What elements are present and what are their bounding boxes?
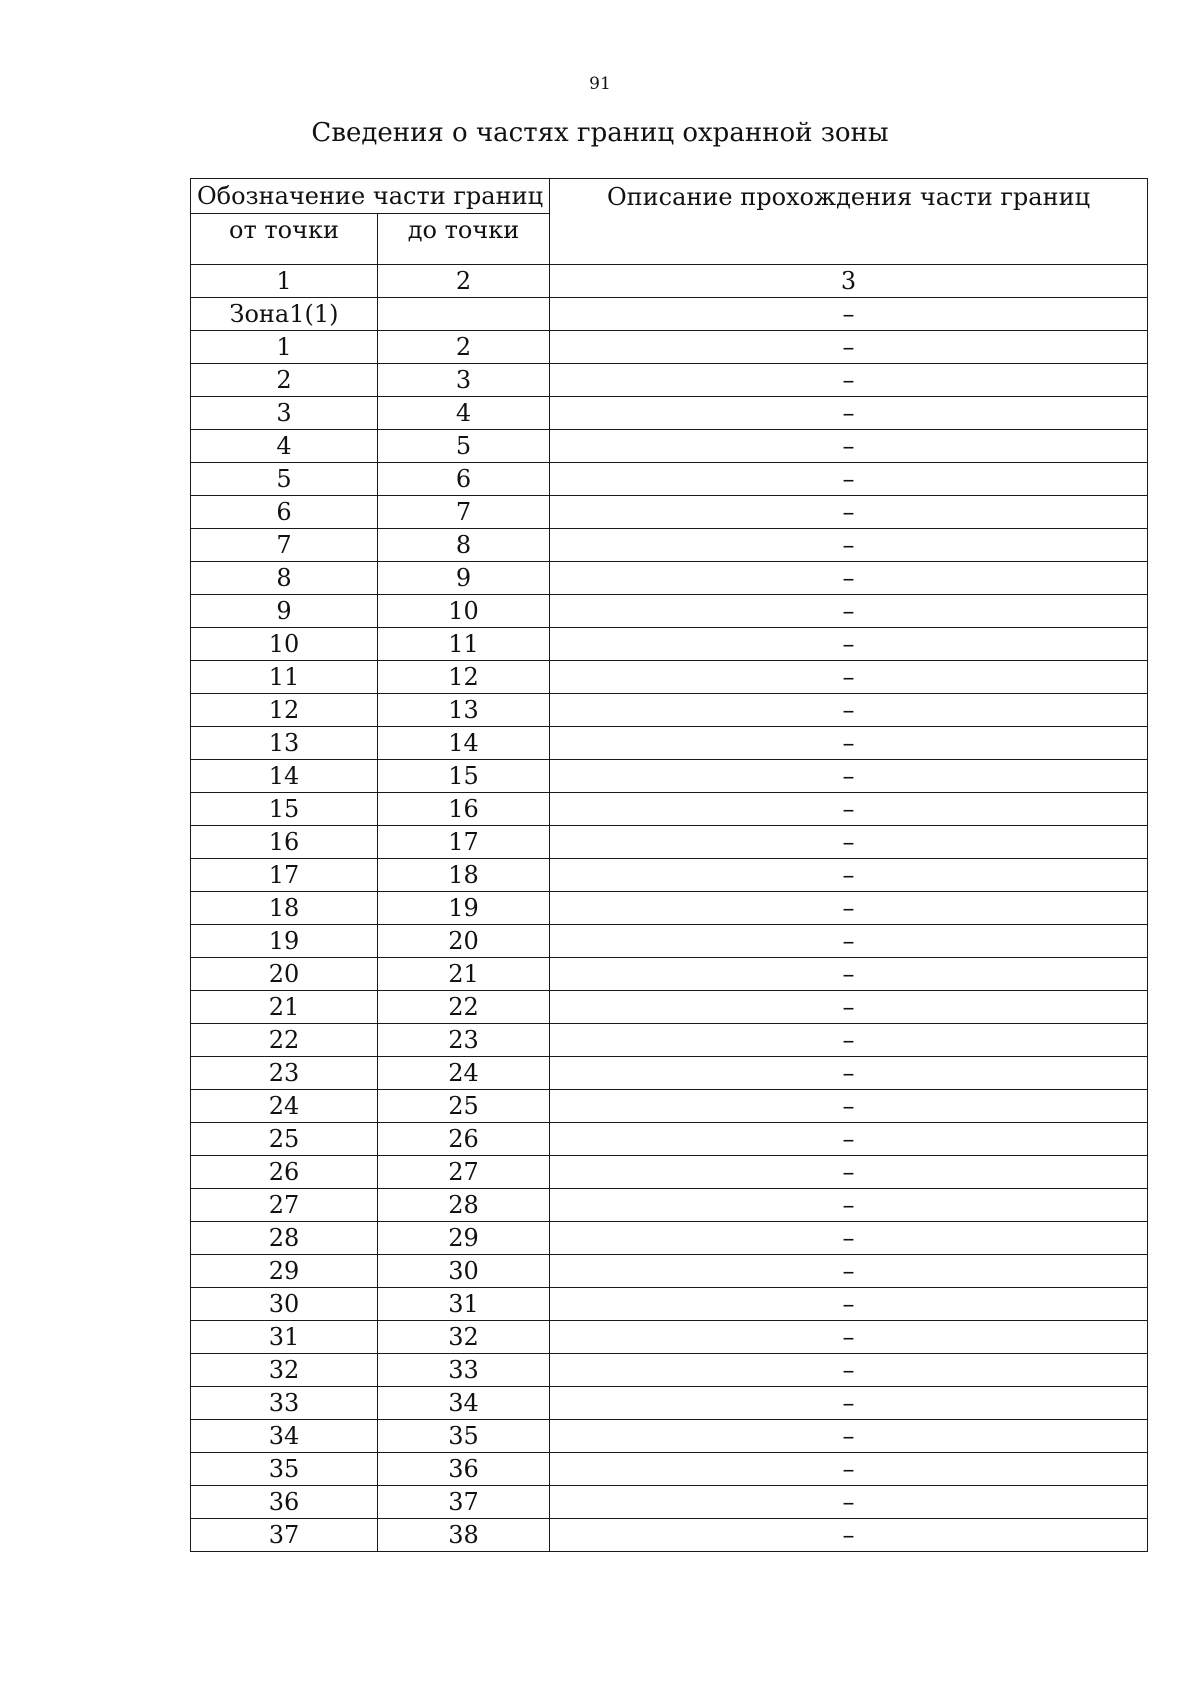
cell-from: 28 bbox=[191, 1222, 378, 1255]
cell-description: – bbox=[550, 1255, 1148, 1288]
cell-to: 30 bbox=[378, 1255, 550, 1288]
cell-from: 30 bbox=[191, 1288, 378, 1321]
cell-to: 22 bbox=[378, 991, 550, 1024]
cell-from: 21 bbox=[191, 991, 378, 1024]
cell-from: 23 bbox=[191, 1057, 378, 1090]
cell-from: Зона1(1) bbox=[191, 298, 378, 331]
header-to-cell: до точки bbox=[378, 214, 550, 265]
cell-description: – bbox=[550, 628, 1148, 661]
cell-to: 26 bbox=[378, 1123, 550, 1156]
cell-description: – bbox=[550, 1024, 1148, 1057]
header-description-cell: Описание прохождения части границ bbox=[550, 179, 1148, 265]
cell-to: 27 bbox=[378, 1156, 550, 1189]
table-row bbox=[191, 1387, 1148, 1420]
table-row bbox=[191, 661, 1148, 694]
table-row bbox=[191, 1486, 1148, 1519]
cell-to: 37 bbox=[378, 1486, 550, 1519]
table-row bbox=[191, 925, 1148, 958]
cell-description: – bbox=[550, 1486, 1148, 1519]
cell-to: 3 bbox=[378, 364, 550, 397]
header-group-cell: Обозначение части границ bbox=[191, 179, 550, 214]
cell-description: – bbox=[550, 529, 1148, 562]
table-row bbox=[191, 1057, 1148, 1090]
cell-to: 15 bbox=[378, 760, 550, 793]
table-row bbox=[191, 760, 1148, 793]
cell-description: – bbox=[550, 397, 1148, 430]
header-from-cell: от точки bbox=[191, 214, 378, 265]
cell-description: – bbox=[550, 1057, 1148, 1090]
cell-from: 35 bbox=[191, 1453, 378, 1486]
cell-description: – bbox=[550, 892, 1148, 925]
table-row bbox=[191, 298, 1148, 331]
cell-to: 16 bbox=[378, 793, 550, 826]
table-row bbox=[191, 397, 1148, 430]
cell-from: 31 bbox=[191, 1321, 378, 1354]
cell-from: 2 bbox=[191, 364, 378, 397]
cell-from: 1 bbox=[191, 331, 378, 364]
cell-to: 7 bbox=[378, 496, 550, 529]
cell-to: 9 bbox=[378, 562, 550, 595]
cell-from: 18 bbox=[191, 892, 378, 925]
boundary-parts-table bbox=[190, 178, 1148, 1552]
cell-to: 24 bbox=[378, 1057, 550, 1090]
table-row bbox=[191, 793, 1148, 826]
table-row bbox=[191, 265, 1148, 298]
cell-description: – bbox=[550, 1453, 1148, 1486]
table-row bbox=[191, 1519, 1148, 1552]
table-header-row bbox=[191, 179, 1148, 214]
table-row bbox=[191, 595, 1148, 628]
cell-from: 34 bbox=[191, 1420, 378, 1453]
cell-from: 7 bbox=[191, 529, 378, 562]
cell-description: – bbox=[550, 991, 1148, 1024]
cell-description: – bbox=[550, 859, 1148, 892]
cell-description: – bbox=[550, 661, 1148, 694]
cell-from: 27 bbox=[191, 1189, 378, 1222]
cell-from: 10 bbox=[191, 628, 378, 661]
cell-from: 11 bbox=[191, 661, 378, 694]
cell-description: – bbox=[550, 364, 1148, 397]
cell-description: – bbox=[550, 1519, 1148, 1552]
cell-description: – bbox=[550, 1387, 1148, 1420]
cell-description: – bbox=[550, 430, 1148, 463]
cell-to: 38 bbox=[378, 1519, 550, 1552]
cell-from: 22 bbox=[191, 1024, 378, 1057]
cell-description: – bbox=[550, 1354, 1148, 1387]
cell-description: – bbox=[550, 1090, 1148, 1123]
page-number: 91 bbox=[589, 74, 611, 94]
cell-from: 36 bbox=[191, 1486, 378, 1519]
cell-description: – bbox=[550, 595, 1148, 628]
cell-description: – bbox=[550, 463, 1148, 496]
cell-from: 29 bbox=[191, 1255, 378, 1288]
cell-to: 11 bbox=[378, 628, 550, 661]
cell-description: – bbox=[550, 958, 1148, 991]
cell-from: 25 bbox=[191, 1123, 378, 1156]
cell-from: 6 bbox=[191, 496, 378, 529]
cell-description: – bbox=[550, 1321, 1148, 1354]
cell-to: 18 bbox=[378, 859, 550, 892]
cell-description: – bbox=[550, 1288, 1148, 1321]
cell-description: – bbox=[550, 1222, 1148, 1255]
cell-to: 2 bbox=[378, 265, 550, 298]
table-row bbox=[191, 958, 1148, 991]
cell-from: 16 bbox=[191, 826, 378, 859]
cell-description: – bbox=[550, 298, 1148, 331]
cell-to: 20 bbox=[378, 925, 550, 958]
cell-to: 8 bbox=[378, 529, 550, 562]
table-row bbox=[191, 1420, 1148, 1453]
cell-to: 31 bbox=[378, 1288, 550, 1321]
cell-to: 13 bbox=[378, 694, 550, 727]
cell-description: – bbox=[550, 760, 1148, 793]
cell-from: 8 bbox=[191, 562, 378, 595]
cell-from: 4 bbox=[191, 430, 378, 463]
cell-from: 14 bbox=[191, 760, 378, 793]
cell-description: – bbox=[550, 826, 1148, 859]
table-row bbox=[191, 1255, 1148, 1288]
cell-from: 17 bbox=[191, 859, 378, 892]
cell-description: – bbox=[550, 1189, 1148, 1222]
cell-to: 25 bbox=[378, 1090, 550, 1123]
cell-from: 26 bbox=[191, 1156, 378, 1189]
table-row bbox=[191, 364, 1148, 397]
cell-to: 35 bbox=[378, 1420, 550, 1453]
cell-to: 14 bbox=[378, 727, 550, 760]
cell-from: 20 bbox=[191, 958, 378, 991]
table-row bbox=[191, 562, 1148, 595]
table-row bbox=[191, 1024, 1148, 1057]
cell-from: 13 bbox=[191, 727, 378, 760]
table-row bbox=[191, 331, 1148, 364]
cell-to: 28 bbox=[378, 1189, 550, 1222]
cell-to: 32 bbox=[378, 1321, 550, 1354]
cell-to bbox=[378, 298, 550, 331]
table-row bbox=[191, 628, 1148, 661]
cell-from: 37 bbox=[191, 1519, 378, 1552]
table-row bbox=[191, 892, 1148, 925]
table-body bbox=[191, 179, 1148, 1552]
table-row bbox=[191, 859, 1148, 892]
table-row bbox=[191, 1156, 1148, 1189]
cell-to: 2 bbox=[378, 331, 550, 364]
cell-from: 3 bbox=[191, 397, 378, 430]
table-row bbox=[191, 991, 1148, 1024]
cell-to: 29 bbox=[378, 1222, 550, 1255]
cell-description: – bbox=[550, 925, 1148, 958]
cell-description: – bbox=[550, 562, 1148, 595]
cell-description: – bbox=[550, 727, 1148, 760]
cell-from: 24 bbox=[191, 1090, 378, 1123]
cell-description: – bbox=[550, 694, 1148, 727]
cell-to: 34 bbox=[378, 1387, 550, 1420]
table-row bbox=[191, 1453, 1148, 1486]
cell-from: 33 bbox=[191, 1387, 378, 1420]
cell-description: – bbox=[550, 793, 1148, 826]
table-row bbox=[191, 1123, 1148, 1156]
table-row bbox=[191, 1321, 1148, 1354]
cell-to: 19 bbox=[378, 892, 550, 925]
cell-to: 36 bbox=[378, 1453, 550, 1486]
cell-from: 15 bbox=[191, 793, 378, 826]
cell-from: 1 bbox=[191, 265, 378, 298]
table-row bbox=[191, 430, 1148, 463]
cell-from: 5 bbox=[191, 463, 378, 496]
cell-description: 3 bbox=[550, 265, 1148, 298]
cell-to: 5 bbox=[378, 430, 550, 463]
cell-description: – bbox=[550, 1420, 1148, 1453]
table-row bbox=[191, 463, 1148, 496]
cell-to: 21 bbox=[378, 958, 550, 991]
cell-description: – bbox=[550, 331, 1148, 364]
cell-to: 4 bbox=[378, 397, 550, 430]
table-row bbox=[191, 1288, 1148, 1321]
cell-from: 19 bbox=[191, 925, 378, 958]
cell-from: 32 bbox=[191, 1354, 378, 1387]
cell-to: 17 bbox=[378, 826, 550, 859]
table-row bbox=[191, 1354, 1148, 1387]
table-row bbox=[191, 496, 1148, 529]
cell-description: – bbox=[550, 1123, 1148, 1156]
table-row bbox=[191, 727, 1148, 760]
table-row bbox=[191, 1189, 1148, 1222]
cell-to: 10 bbox=[378, 595, 550, 628]
table-row bbox=[191, 826, 1148, 859]
cell-to: 6 bbox=[378, 463, 550, 496]
cell-to: 33 bbox=[378, 1354, 550, 1387]
table-row bbox=[191, 1222, 1148, 1255]
cell-from: 12 bbox=[191, 694, 378, 727]
table-row bbox=[191, 529, 1148, 562]
cell-description: – bbox=[550, 1156, 1148, 1189]
table-row bbox=[191, 694, 1148, 727]
cell-description: – bbox=[550, 496, 1148, 529]
table-row bbox=[191, 1090, 1148, 1123]
cell-to: 12 bbox=[378, 661, 550, 694]
cell-to: 23 bbox=[378, 1024, 550, 1057]
page-title: Сведения о частях границ охранной зоны bbox=[311, 118, 889, 148]
cell-from: 9 bbox=[191, 595, 378, 628]
